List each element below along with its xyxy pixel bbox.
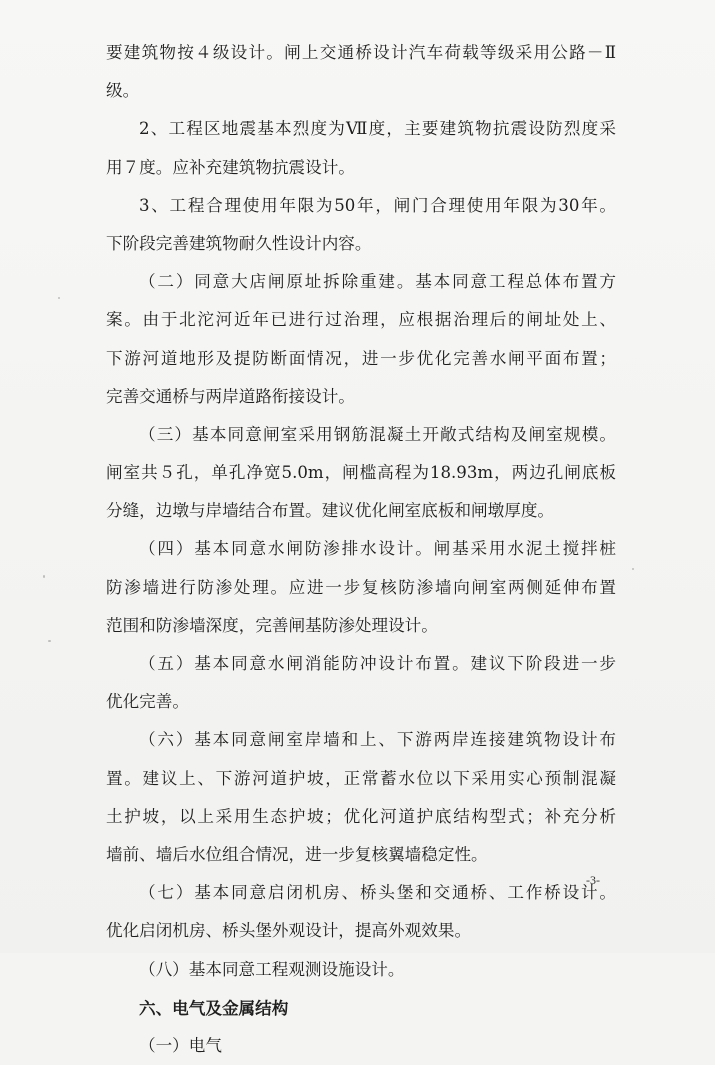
- text-line: 完善交通桥与两岸道路衔接设计。: [106, 386, 355, 406]
- text-line: 防渗墙进行防渗处理。应进一步复核防渗墙向闸室两侧延伸布置: [106, 577, 616, 597]
- text-line: 范围和防渗墙深度，完善闸基防渗处理设计。: [106, 615, 438, 635]
- text-line: 用７度。应补充建筑物抗震设计。: [106, 157, 355, 177]
- scan-speck: [43, 575, 45, 578]
- text-line: 案。由于北沱河近年已进行过治理，应根据治理后的闸址处上、: [106, 310, 616, 330]
- text-line: 分缝，边墩与岸墙结合布置。建议优化闸室底板和闸墩厚度。: [106, 501, 555, 521]
- scan-speck: [632, 568, 634, 570]
- text-line: 下阶段完善建筑物耐久性设计内容。: [106, 233, 372, 253]
- scan-speck: [58, 297, 60, 299]
- section-heading: 六、电气及金属结构: [139, 997, 289, 1018]
- text-line: （四）基本同意水闸防渗排水设计。闸基采用水泥土搅拌桩: [139, 539, 616, 559]
- text-line: 优化启闭机房、桥头堡外观设计，提高外观效果。: [106, 921, 472, 941]
- text-line: （八）基本同意工程观测设施设计。: [139, 959, 405, 979]
- text-line: 置。建议上、下游河道护坡，正常蓄水位以下采用实心预制混凝: [106, 768, 616, 788]
- text-line: （六）基本同意闸室岸墙和上、下游两岸连接建筑物设计布: [139, 730, 616, 750]
- text-line: 闸室共５孔，单孔净宽5.0m，闸槛高程为18.93m，两边孔闸底板: [106, 463, 616, 483]
- text-line: 优化完善。: [106, 692, 189, 712]
- text-line: （一）电气: [139, 1035, 222, 1055]
- text-line: 级。: [106, 81, 140, 101]
- text-line: （七）基本同意启闭机房、桥头堡和交通桥、工作桥设计。: [139, 883, 616, 903]
- text-line: 2、工程区地震基本烈度为Ⅶ度，主要建筑物抗震设防烈度采: [139, 119, 616, 139]
- text-line: 3、工程合理使用年限为50年，闸门合理使用年限为30年。: [139, 195, 616, 215]
- document-body: [106, 34, 616, 1065]
- text-line: （三）基本同意闸室采用钢筋混凝土开敞式结构及闸室规模。: [139, 424, 616, 444]
- text-line: （二）同意大店闸原址拆除重建。基本同意工程总体布置方: [139, 272, 616, 292]
- page-number: -3-: [586, 873, 600, 887]
- text-line: 墙前、墙后水位组合情况，进一步复核翼墙稳定性。: [106, 844, 488, 864]
- text-line: 下游河道地形及提防断面情况，进一步优化完善水闸平面布置；: [106, 348, 616, 368]
- scan-speck: [48, 640, 51, 642]
- text-line: 要建筑物按４级设计。闸上交通桥设计汽车荷载等级采用公路－Ⅱ: [106, 43, 616, 62]
- text-line: 土护坡，以上采用生态护坡；优化河道护底结构型式；补充分析: [106, 806, 616, 826]
- text-line: （五）基本同意水闸消能防冲设计布置。建议下阶段进一步: [139, 654, 616, 673]
